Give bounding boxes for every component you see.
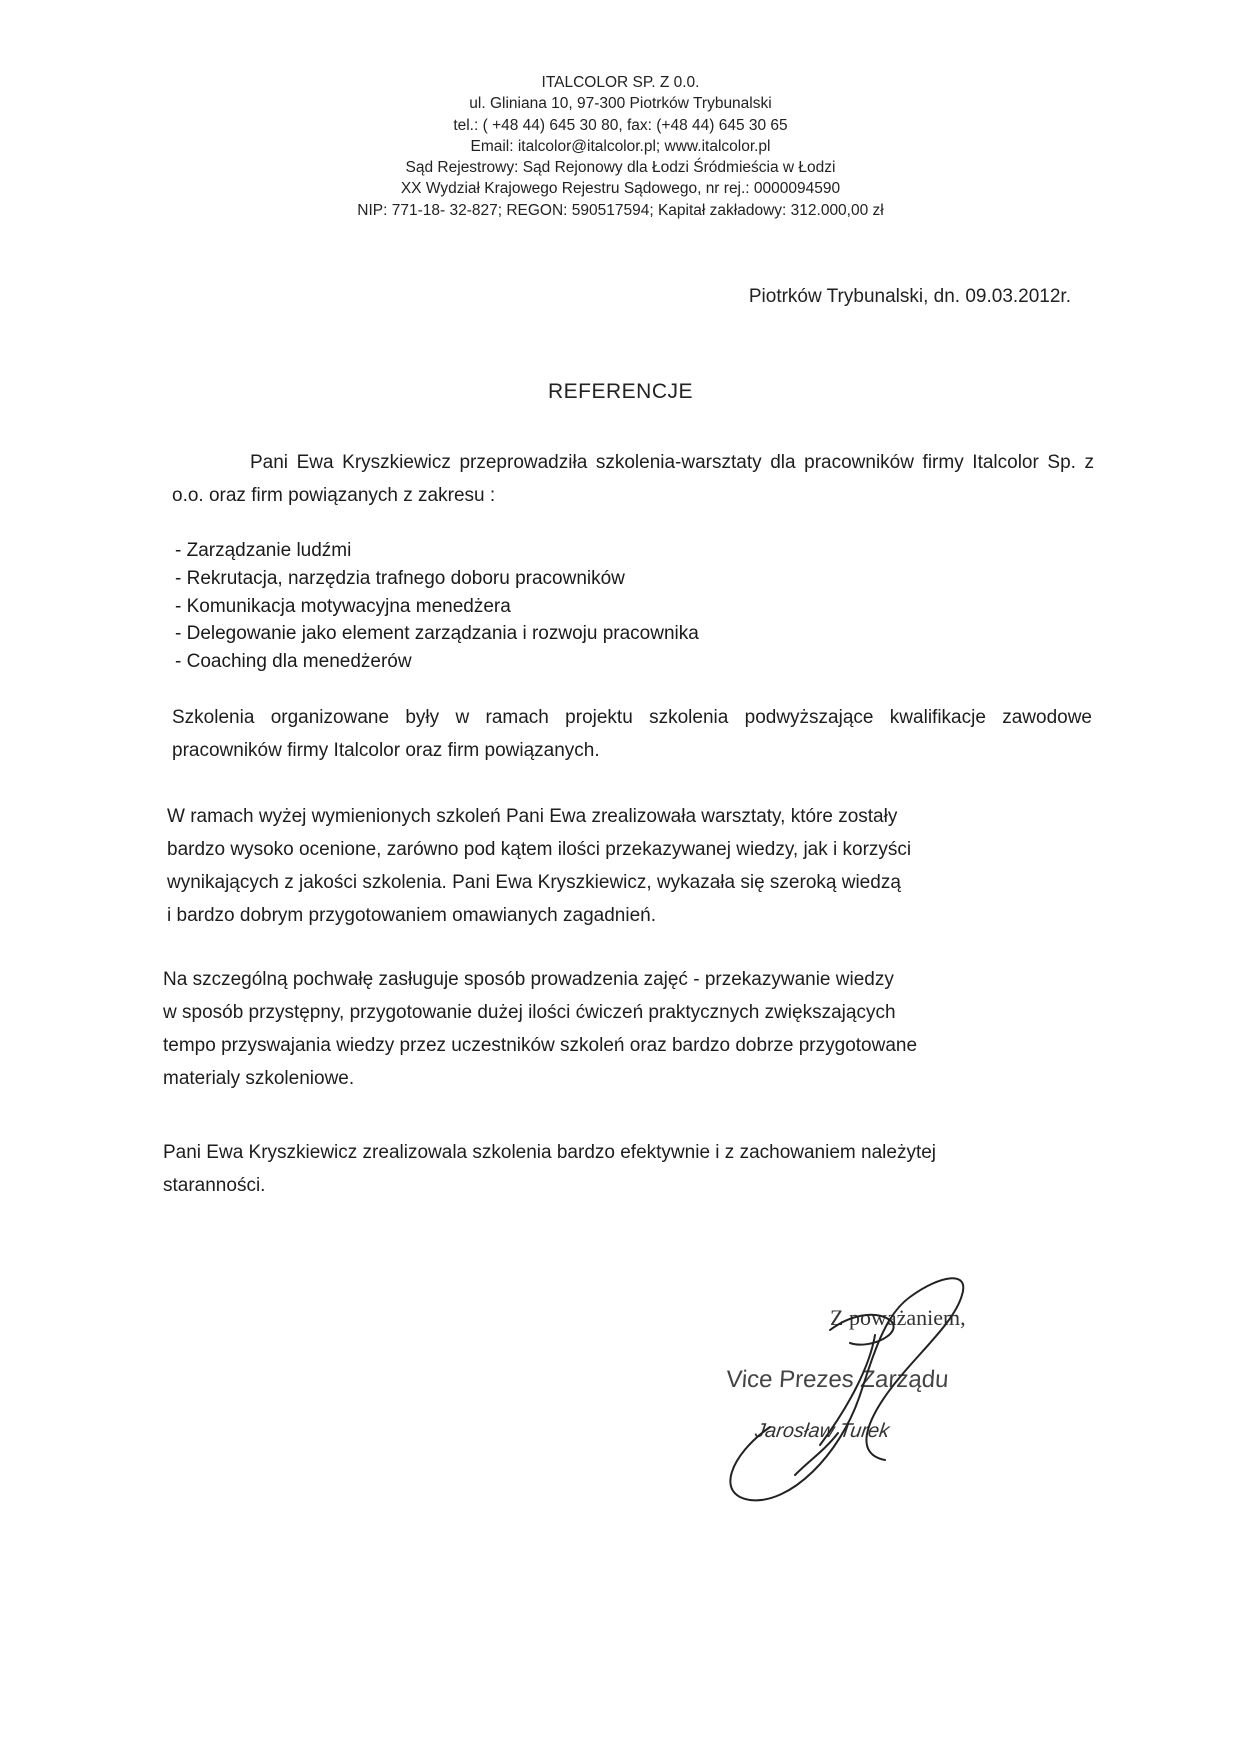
paragraph-line: w sposób przystępny, przygotowanie dużej ilości ćwiczeń praktycznych zwiększających bbox=[163, 1002, 896, 1023]
signature-name: Jarosław Turek bbox=[753, 1420, 891, 1442]
intro-paragraph bbox=[172, 446, 1094, 512]
evaluation-paragraph bbox=[167, 800, 1067, 932]
letterhead-registry: XX Wydział Krajowego Rejestru Sądowego, nr rej.: 0000094590 bbox=[400, 180, 841, 198]
training-topics-list bbox=[175, 537, 699, 676]
paragraph-line: i bardzo dobrym przygotowaniem omawianych zagadnień. bbox=[167, 905, 656, 926]
praise-paragraph bbox=[163, 963, 1063, 1095]
letterhead-tax-ids: NIP: 771-18- 32-827; REGON: 590517594; Kapitał zakładowy: 312.000,00 zł bbox=[357, 201, 884, 219]
list-item: - Coaching dla menedżerów bbox=[175, 651, 412, 673]
letter-title: REFERENCJE bbox=[547, 380, 694, 403]
signature-closing: Z poważaniem, bbox=[830, 1305, 966, 1330]
letterhead-email-web: Email: italcolor@italcolor.pl; www.italcolor.pl bbox=[470, 137, 771, 155]
paragraph-line: tempo przyswajania wiedzy przez uczestników szkoleń oraz bardzo dobrze przygotowane bbox=[163, 1035, 918, 1056]
letterhead-address: ul. Gliniana 10, 97-300 Piotrków Trybunalski bbox=[469, 95, 772, 113]
paragraph-line: materialy szkoleniowe. bbox=[163, 1068, 355, 1089]
signature-stamp bbox=[700, 1255, 1040, 1515]
summary-paragraph bbox=[163, 1136, 1063, 1202]
list-item: - Rekrutacja, narzędzia trafnego doboru pracowników bbox=[175, 567, 625, 589]
intro-text: Pani Ewa Kryszkiewicz przeprowadziła szkolenia-warsztaty dla pracowników firmy Italcolor Sp. z o.o. oraz firm powiązanych z zakresu : bbox=[172, 452, 1094, 506]
list-item: - Delegowanie jako element zarządzania i rozwoju pracownika bbox=[175, 623, 699, 645]
letter-date: Piotrków Trybunalski, dn. 09.03.2012r. bbox=[748, 286, 1071, 307]
list-item: - Zarządzanie ludźmi bbox=[175, 540, 352, 561]
letterhead-court: Sąd Rejestrowy: Sąd Rejonowy dla Łodzi Śródmieścia w Łodzi bbox=[405, 159, 836, 177]
signature-role: Vice Prezes Zarządu bbox=[725, 1366, 950, 1393]
paragraph-line: wynikających z jakości szkolenia. Pani Ewa Kryszkiewicz, wykazała się szeroką wiedzą bbox=[167, 872, 901, 893]
letterhead-company-name: ITALCOLOR SP. Z 0.0. bbox=[541, 74, 700, 91]
paragraph-line: Pani Ewa Kryszkiewicz zrealizowala szkolenia bardzo efektywnie i z zachowaniem należytej bbox=[163, 1142, 937, 1163]
paragraph-line: staranności. bbox=[163, 1175, 266, 1196]
list-item: - Komunikacja motywacyjna menedżera bbox=[175, 595, 511, 617]
project-paragraph: Szkolenia organizowane były w ramach projektu szkolenia podwyższające kwalifikacje zawodowe pracowników firmy Italcolor oraz firm powiązanych. bbox=[172, 707, 1092, 761]
paragraph-line: W ramach wyżej wymienionych szkoleń Pani Ewa zrealizowała warsztaty, które zostały bbox=[167, 806, 898, 827]
letterhead-phone-fax: tel.: ( +48 44) 645 30 80, fax: (+48 44) 645 30 65 bbox=[453, 116, 788, 134]
company-letterhead bbox=[0, 72, 1241, 221]
paragraph-line: bardzo wysoko ocenione, zarówno pod kątem ilości przekazywanej wiedzy, jak i korzyści bbox=[167, 839, 912, 860]
paragraph-line: Na szczególną pochwałę zasługuje sposób prowadzenia zajęć - przekazywanie wiedzy bbox=[163, 969, 894, 990]
